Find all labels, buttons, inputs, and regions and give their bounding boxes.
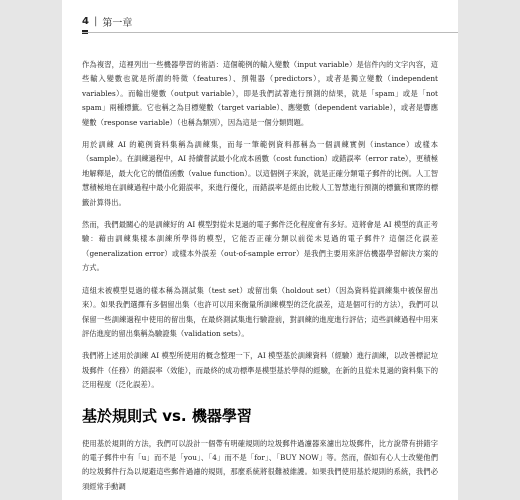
paragraph-test-set: 這組未被模型見過的樣本稱為測試集（test set）或留出集（holdout set）（因為資料從訓練集中被保留出來）。如果我們選擇有多個留出集（也許可以用來衡量所訓練模型的泛化誤差，這是個可行的方法），我們可以保留一些訓練過程中使用的留出集，在最終測試集進行驗證前，對訓練的進度進行評估；這些訓練過程中用來評估進度的留出集稱為驗證集（validation sets）。 <box>82 285 438 338</box>
paragraph-summary: 我們將上述用於訓練 AI 模型所使用的概念整理一下，AI 模型基於訓練資料（經驗）進行訓練，以改善標記垃圾郵件（任務）的錯誤率（效能），而最終的成功標準是模型基於學得的經驗，在新的且從未見過的資料集下的泛用程度（泛化誤差）。 <box>82 351 438 390</box>
section-heading: 基於規則式 vs. 機器學習 <box>82 406 252 425</box>
paragraph-training-set: 用於訓練 AI 的範例資料集稱為訓練集，而每一筆範例資料都稱為一個訓練實例（instance）或樣本（sample）。在訓練過程中，AI 持續嘗試最小化成本函數（cost function）或錯誤率（error rate），更積極地解釋是，最大化它的價值函數（value function）。以這個例子來說，就是正確分類電子郵件的比例。人工智慧積極地在訓練過程中最小化錯誤率，來進行優化，而錯誤率是經由比較人工智慧進行預測的標籤和實際的標籤計算得出。 <box>82 140 438 207</box>
page-content <box>82 58 438 500</box>
paragraph-terminology-review: 作為複習，這裡列出一些機器學習的術語：這個範例的輸入變數（input variable）是信件內的文字內容，這些輸入變數也就是所謂的特徵（features）、預報器（predictors），或者是獨立變數（independent variables）。而輸出變數（output variable），即是我們試著進行預測的結果，就是「spam」或是「not spam」兩種標籤。它也稱之為目標變數（target variable）、應變數（dependent variable），或者是響應變數（response variable）（也稱為類別），因為這是一個分類問題。 <box>82 60 438 127</box>
paragraph-rule-based: 使用基於規則的方法，我們可以設計一個帶有明確規則的垃圾郵件過濾器來濾出垃圾郵件，比方說帶有拼錯字的電子郵件中有「u」而不是「you」、「4」而不是「for」、「BUY NOW」等。然而，假如有心人士改變他們的垃圾郵件行為以規避這些郵件過濾的規則，那麼系統將很難被維護。如果我們使用基於規則的系統，我們必須經常手動調 <box>82 438 438 491</box>
chapter-title: 第一章 <box>102 18 133 29</box>
paragraph-generalization: 然而，我們最關心的是訓練好的 AI 模型對從未見過的電子郵件泛化程度會有多好。這將會是 AI 模型的真正考驗：藉由訓練集樣本訓練所學得的模型，它能否正確分類以前從未見過的電子郵件？這個泛化誤差（generalization error）或樣本外誤差（out-of-sample error）是我們主要用來評估機器學習解決方案的方式。 <box>82 220 438 273</box>
book-page <box>62 0 458 500</box>
header-rule <box>82 32 458 33</box>
running-header <box>82 14 132 29</box>
page-number: 4 <box>82 16 89 27</box>
header-separator: | <box>93 16 98 27</box>
